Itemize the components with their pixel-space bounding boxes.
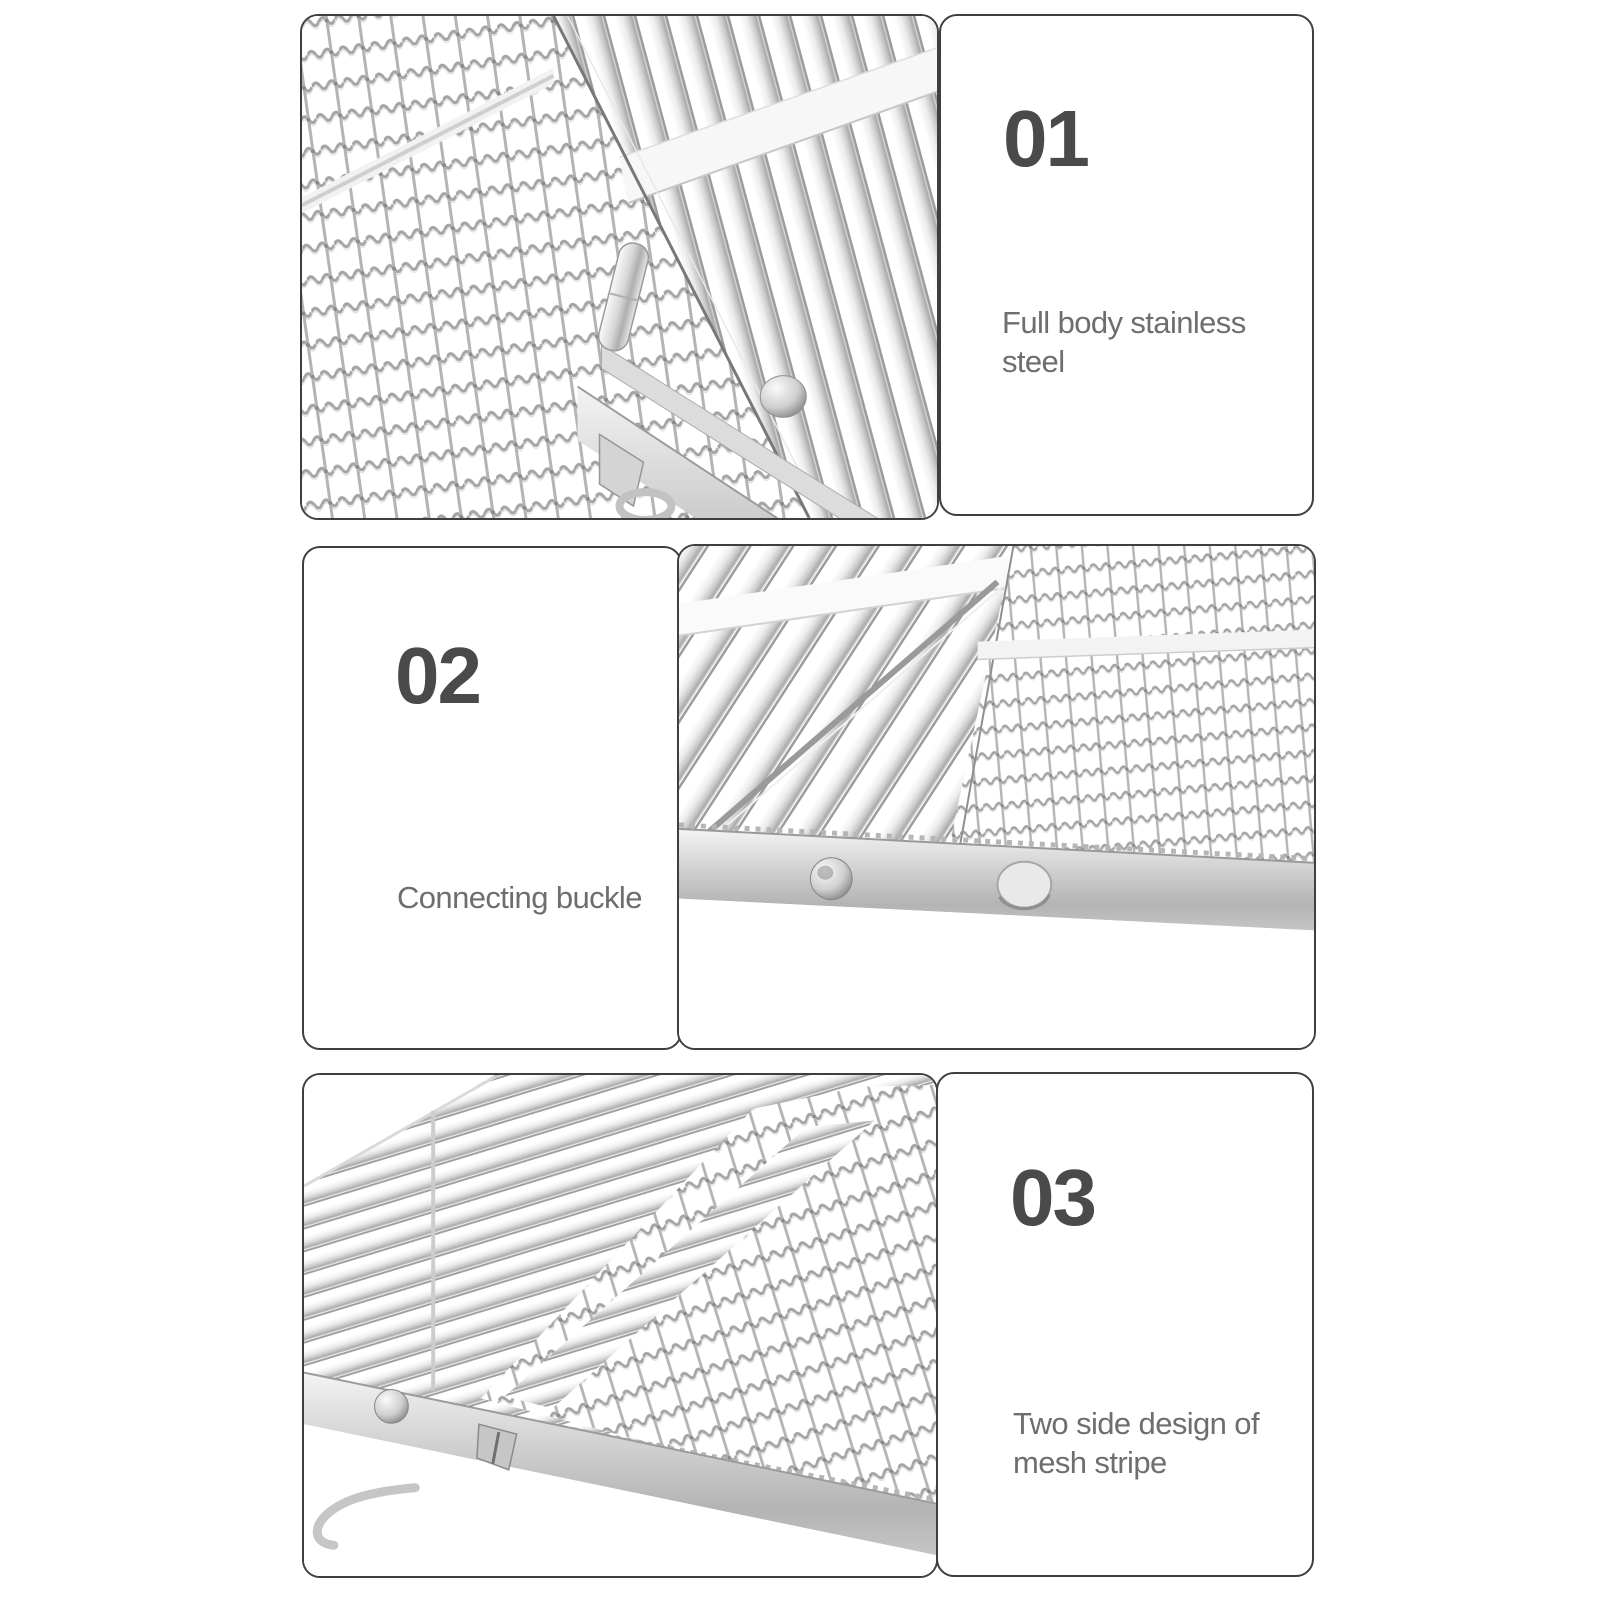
caption-line: Full body stainless steel: [1002, 305, 1246, 379]
caption-line: mesh stripe: [1013, 1445, 1167, 1480]
feature-caption: [397, 878, 642, 917]
grill-photo-3: [304, 1075, 936, 1576]
feature-number: 03: [1010, 1153, 1095, 1242]
rivet-knob: [375, 1389, 409, 1423]
connecting-buckle: [997, 862, 1051, 908]
feature-caption: [1002, 303, 1312, 381]
feature-caption: [1013, 1404, 1259, 1482]
rivet-knob: [760, 376, 806, 418]
feature-photo-03: [302, 1073, 938, 1578]
feature-number: 01: [1003, 94, 1088, 183]
feature-number: 02: [395, 631, 480, 720]
feature-text-02: [302, 546, 682, 1050]
caption-line: Two side design of: [1013, 1406, 1259, 1441]
feature-text-01: [939, 14, 1314, 516]
grill-photo-2: [679, 546, 1314, 1048]
rivet-knob: [810, 858, 852, 900]
feature-photo-01: [300, 14, 939, 520]
rivet-shadow: [817, 866, 833, 880]
feature-photo-02: [677, 544, 1316, 1050]
caption-line: Connecting buckle: [397, 880, 642, 915]
feature-text-03: [936, 1072, 1314, 1577]
grill-photo-1: [302, 16, 937, 518]
